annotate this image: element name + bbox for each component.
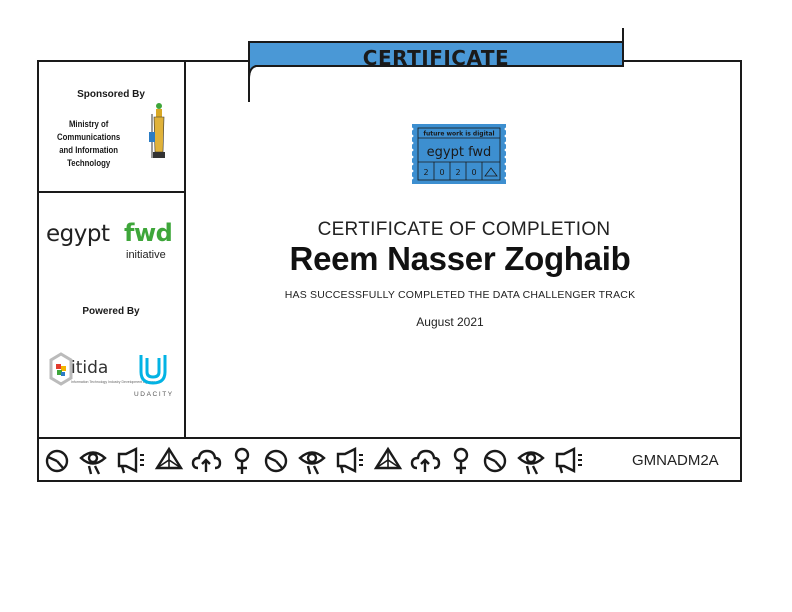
egypt-fwd-logo-part1: egypt: [46, 221, 110, 247]
pin-icon: [236, 449, 248, 474]
eye-icon: [300, 453, 324, 475]
pyramid-icon: [376, 449, 400, 468]
egypt-fwd-logo-part2: fwd: [124, 219, 173, 247]
stamp-digit: 0: [439, 168, 445, 177]
eye-icon: [519, 453, 543, 475]
megaphone-icon: [338, 449, 363, 473]
sponsor-name-line2: and Information Technology: [59, 145, 119, 169]
completion-date: August 2021: [416, 315, 484, 329]
udacity-logo-icon: [137, 352, 169, 386]
sponsored-by-label: Sponsored By: [77, 89, 145, 100]
stamp-brand: egypt fwd: [426, 145, 492, 160]
powered-by-label: Powered By: [82, 306, 140, 317]
stamp-digit: 2: [423, 168, 429, 177]
recipient-name: Reem Nasser Zoghaib: [289, 240, 631, 277]
itida-logo-icon: [49, 352, 73, 388]
pie-chart-icon: [266, 451, 286, 471]
initiative-tagline: initiative: [126, 249, 166, 261]
certificate-id: GMNADM2A: [632, 452, 719, 469]
sidebar-section-divider: [37, 191, 185, 193]
pie-chart-icon: [47, 451, 67, 471]
megaphone-icon: [119, 449, 144, 473]
sponsor-name: [46, 118, 131, 170]
footer-divider: [37, 437, 742, 439]
cloud-upload-icon: [412, 451, 439, 472]
completion-statement: HAS SUCCESSFULLY COMPLETED THE DATA CHALLENGER TRACK: [284, 289, 636, 301]
sponsor-name-line1: Ministry of Communications: [57, 119, 121, 143]
egypt-fwd-2020-stamp: [412, 124, 506, 184]
pyramid-icon: [157, 449, 181, 468]
cloud-upload-icon: [193, 451, 220, 472]
megaphone-icon: [557, 449, 582, 473]
itida-logo-text: itida: [71, 358, 109, 378]
ministry-logo-icon: [148, 102, 168, 162]
itida-logo-tagline: Information Technology Industry Development Agency: [71, 380, 155, 384]
stamp-top-text: future work is digital: [423, 130, 495, 138]
eye-icon: [81, 453, 105, 475]
completion-label: CERTIFICATE OF COMPLETION: [317, 219, 611, 240]
udacity-logo-text: UDACITY: [134, 391, 174, 398]
stamp-digit: 2: [455, 168, 461, 177]
footer-icon-strip: [44, 446, 624, 478]
banner-title: CERTIFICATE: [362, 46, 510, 70]
pin-icon: [455, 449, 467, 474]
stamp-digit: 0: [471, 168, 477, 177]
pie-chart-icon: [485, 451, 505, 471]
